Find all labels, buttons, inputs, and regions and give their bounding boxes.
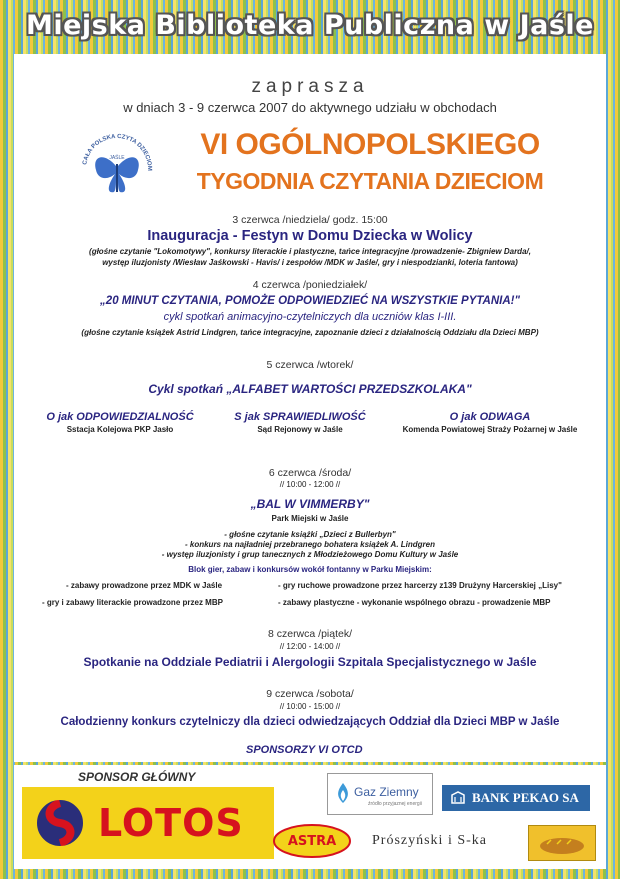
poster-body xyxy=(14,54,606,762)
day3-column-1 xyxy=(30,411,210,434)
astra-logo xyxy=(272,823,352,859)
bank-icon xyxy=(450,791,466,805)
day6-headline: Całodzienny konkurs czytelniczy dla dzieci odwiedzających Oddział dla Dzieci MBP w Jaśle xyxy=(60,716,560,728)
day4-block-right-item: - zabawy plastyczne - wykonanie wspólnego obrazu - prowadzenie MBP xyxy=(278,598,551,607)
day2-subtitle: cykl spotkań animacyjno-czytelniczych dla uczniów klas I-III. xyxy=(163,311,457,323)
astra-wordmark: ASTRA xyxy=(287,834,337,849)
day1-date: 3 czerwca /niedziela/ godz. 15:00 xyxy=(232,214,388,226)
flame-icon xyxy=(334,782,352,804)
library-title: Miejska Biblioteka Publiczna w Jaśle xyxy=(25,10,594,41)
day3-column-title: O jak ODWAGA xyxy=(449,411,531,423)
gaz-ziemny-tagline: źródło przyjaznej energii xyxy=(368,801,422,807)
day6-time: // 10:00 - 15:00 // xyxy=(279,702,341,711)
day2-details: (głośne czytanie książek Astrid Lindgren, tańce integracyjne, zapoznanie dzieci z działalnością Oddziału dla Dzieci MBP) xyxy=(81,328,539,337)
day4-item: - konkurs na najładniej przebranego bohatera książek A. Lindgren xyxy=(185,540,435,549)
day3-date: 5 czerwca /wtorek/ xyxy=(266,359,354,371)
day1-details-1: (głośne czytanie "Lokomotywy", konkursy literackie i plastyczne, tańce integracyjne /prowadzenie- Zbigniew Darda/, xyxy=(89,247,531,256)
day3-headline: Cykl spotkań „ALFABET WARTOŚCI PRZEDSZKOLAKA" xyxy=(148,382,472,396)
event-title-line2: TYGODNIA CZYTANIA DZIECIOM xyxy=(196,168,544,194)
logo-ring-text: CAŁA POLSKA CZYTA DZIECIOM xyxy=(82,133,153,171)
lotos-logo xyxy=(22,787,274,859)
day4-time: // 10:00 - 12:00 // xyxy=(279,480,341,489)
intro-line: w dniach 3 - 9 czerwca 2007 do aktywnego udziału w obchodach xyxy=(123,100,497,115)
day5-date: 8 czerwca /piątek/ xyxy=(267,628,353,640)
bank-pekao-logo xyxy=(442,785,590,811)
day3-column-title: S jak SPRAWIEDLIWOŚĆ xyxy=(234,411,366,423)
lotos-emblem-icon xyxy=(32,795,88,851)
gaz-ziemny-logo xyxy=(327,773,433,815)
lotos-wordmark: LOTOS xyxy=(98,801,244,845)
day1-details-2: występ iluzjonisty /Wiesław Jaśkowski - Havis/ i zespołów /MDK w Jaśle/, gry i niespodzianki, loteria fantowa) xyxy=(102,258,518,267)
day4-block-left-item: - zabawy prowadzone przez MDK w Jaśle xyxy=(66,581,223,590)
bakery-logo xyxy=(528,825,596,861)
invite-word: zaprasza xyxy=(251,76,369,97)
logo-small-text: JAŚLE xyxy=(109,155,125,161)
gaz-ziemny-wordmark: Gaz Ziemny xyxy=(354,785,419,799)
bank-pekao-wordmark: BANK PEKAO SA xyxy=(472,790,579,805)
day5-time: // 12:00 - 14:00 // xyxy=(279,642,341,651)
day1-headline: Inauguracja - Festyn w Domu Dziecka w Wolicy xyxy=(147,228,473,244)
proszynski-logo: Prószyński i S-ka xyxy=(372,833,487,848)
day4-block-right-item: - gry ruchowe prowadzone przez harcerzy z139 Drużyny Harcerskiej „Lisy" xyxy=(278,581,562,590)
event-title-line1: VI OGÓLNOPOLSKIEGO xyxy=(200,128,540,161)
day5-headline: Spotkanie na Oddziale Pediatrii i Alergologii Szpitala Specjalistycznego w Jaśle xyxy=(83,655,537,669)
main-sponsor-label: SPONSOR GŁÓWNY xyxy=(78,770,196,784)
day4-headline: „BAL W VIMMERBY" xyxy=(250,497,370,511)
day3-column-3 xyxy=(390,411,590,434)
day3-column-place: Sąd Rejonowy w Jaśle xyxy=(257,425,343,434)
sponsors-bar xyxy=(14,765,606,869)
day3-column-title: O jak ODPOWIEDZIALNOŚĆ xyxy=(46,411,194,423)
day4-item: - występ iluzjonisty i grup tanecznych z Młodzieżowego Domu Kultury w Jaśle xyxy=(161,550,459,559)
day2-headline: „20 MINUT CZYTANIA, POMOŻE ODPOWIEDZIEĆ NA WSZYSTKIE PYTANIA!" xyxy=(100,295,520,307)
day2-date: 4 czerwca /poniedziałek/ xyxy=(252,279,368,291)
day4-item: - głośne czytanie książki „Dzieci z Bullerbyn" xyxy=(224,530,396,539)
day4-block-title: Blok gier, zabaw i konkursów wokół fontanny w Parku Miejskim: xyxy=(188,565,432,574)
day4-block-left-item: - gry i zabawy literackie prowadzone przez MBP xyxy=(42,598,223,607)
day6-date: 9 czerwca /sobota/ xyxy=(266,688,354,700)
day4-date: 6 czerwca /środa/ xyxy=(268,467,352,479)
day3-column-place: Komenda Powiatowej Straży Pożarnej w Jaśle xyxy=(402,425,578,434)
bread-icon xyxy=(529,826,595,860)
butterfly-logo-icon xyxy=(74,126,160,212)
sponsors-heading: SPONSORZY VI OTCD xyxy=(246,744,363,756)
day4-place: Park Miejski w Jaśle xyxy=(271,514,349,523)
day3-column-2 xyxy=(210,411,390,434)
day3-column-place: Sstacja Kolejowa PKP Jasło xyxy=(66,425,174,434)
